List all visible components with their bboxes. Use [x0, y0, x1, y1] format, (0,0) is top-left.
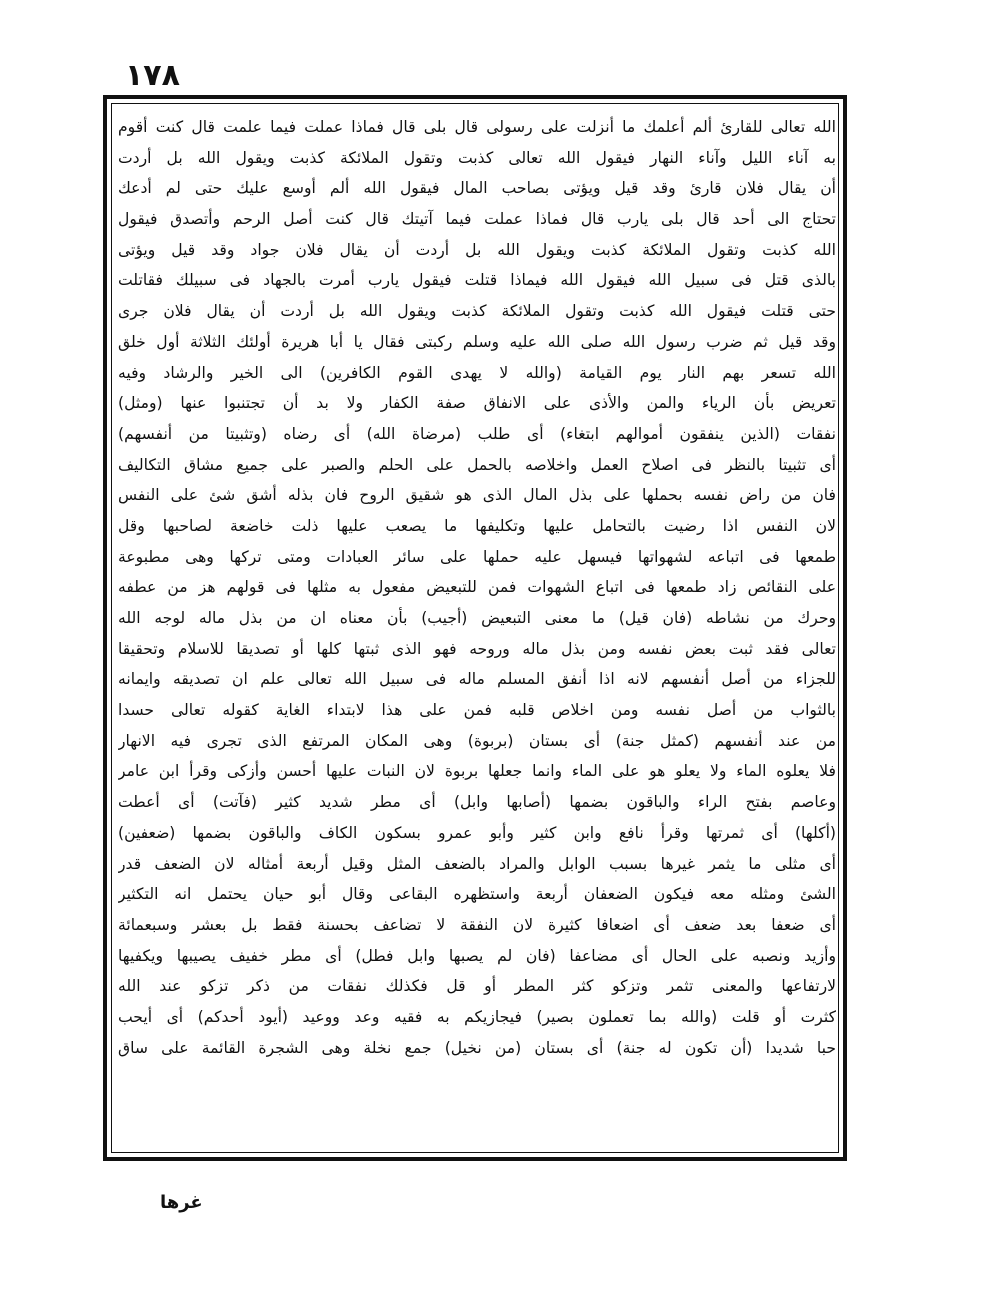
text-line: الله تعالى للقارئ ألم أعلمك ما أنزلت على رسولى قال بلى قال فماذا عملت فيما علمت قال كنت أقوم — [118, 118, 836, 136]
text-line: وقد قيل ثم ضرب رسول الله صلى الله عليه وسلم ركبتى فقال يا أبا هريرة أولئك الثلاثة أول خلق — [118, 332, 836, 351]
text-line: لارتفاعها والمعنى تثمر وتزكو كثر المطر أو قل فكذلك نفقات من ذكر تزكو عند الله — [118, 977, 836, 996]
text-line: أن يقال فلان قارئ وقد قيل ويؤتى بصاحب المال فيقول الله ألم أوسع عليك حتى لم أدعك — [118, 179, 836, 198]
text-line: تعالى فقد ثبت بعض نفسه ومن بذل ماله وروحه فهو الذى ثبتها كلها أو تصديقا للاسلام وتحقيقا — [118, 639, 836, 658]
text-line: من عند أنفسهم (كمثل جنة) أى بستان (بربوة) وهى المكان المرتفع الذى تجرى فيه الانهار — [118, 731, 836, 750]
page-number: ١٧٨ — [125, 58, 180, 93]
text-line: طمعها فى اتباعه لشهواتها فيسهل عليه حملها على سائر العبادات ومتى تركها وهى مطبوعة — [118, 547, 836, 566]
text-line: فان من راض نفسه بحملها على بذل المال الذى هو شقيق الروح فان بذله أشق شئ على النفس — [118, 486, 836, 505]
text-line: وأزيد ونصبه على الحال أى مضاعفا (فان لم يصبها وابل فطل) أى مطر خفيف يصيبها ويكفيها — [118, 946, 836, 965]
text-line: أى ضعفا بعد ضعف أى اضعافا كثيرة لان النفقة لا تضاعف بحسنة فقط بل بعشر وسبعمائة — [118, 915, 836, 934]
text-line: حتى قتلت فيقول الله كذبت وتقول الملائكة كذبت ويقول الله بل أردت أن يقال فلان جرى — [118, 302, 836, 321]
text-block — [118, 112, 836, 1152]
text-line: به آناء الليل وآناء النهار فيقول الله تعالى كذبت وتقول الملائكة كذبت ويقول الله بل أردت — [118, 148, 836, 167]
text-line: لان النفس اذا رضيت بالتحامل عليها وتكليفها ما يصعب عليها ذلت خاضعة لصاحبها وقل — [118, 516, 836, 535]
text-line: (أكلها) أى ثمرتها وقرأ نافع وابن كثير وأبو عمرو بسكون الكاف والباقون بضمها (ضعفين) — [118, 823, 836, 842]
text-line: أى تثبيتا بالنظر فى اصلاح العمل واخلاصه بالحمل على الحلم والصبر على جميع مشاق التكاليف — [118, 455, 836, 474]
text-line: بالذى قتل فى سبيل الله فيقول الله فيماذا قتلت فيقول يارب أمرت بالجهاد فى سبيلك فقاتلت — [118, 271, 836, 290]
text-line: أى مثلى ما يثمر غيرها بسبب الوابل والمراد بالضعف المثل وقيل أربعة أمثاله لان الضعف قدر — [118, 854, 836, 873]
text-line: نفقات (الذين ينفقون أموالهم ابتغاء) أى طلب (مرضاة الله) أى رضاه (وتثبيتا من أنفسهم) — [118, 424, 836, 443]
text-line: فلا يعلوه الماء ولا يعلو هو على الماء وانما جعلها بربوة لان النبات عليها أحسن وأزكى وقرأ ابن عامر — [118, 762, 836, 781]
text-line: الشئ ومثله معه فيكون الضعفان أربعة واستظهره البقاعى وقال أبو حيان يحتمل انه التكثير — [118, 885, 836, 904]
text-line: للجزاء من أصل أنفسهم لانه اذا أنفق المسلم ماله فى سبيل الله تعالى علم ان تصديقه وايمانه — [118, 670, 836, 689]
text-line: بالثواب من أصل نفسه ومن اخلاص قلبه فمن على هذا لابتداء الغاية كقوله تعالى حسدا — [118, 701, 836, 720]
text-line: تحتاج الى أحد قال بلى يارب قال فماذا عملت فيما آتيتك قال كنت أصل الرحم وأتصدق فيقول — [118, 210, 836, 229]
text-line: وعاصم بفتح الراء والباقون بضمها (أصابها وابل) أى مطر شديد كثير (فآتت) أى أعطت — [118, 793, 836, 812]
text-line: الله كذبت وتقول الملائكة كذبت ويقول الله بل أردت أن يقال فلان جواد وقد قيل ويؤتى — [118, 240, 836, 259]
text-line: كثرت أو قلت (والله بما تعملون بصير) فيجازيكم به فقيه وعد ووعيد (أيود أحدكم) أى أيحب — [118, 1007, 836, 1026]
text-line: حبا شديدا (أن تكون له جنة) أى بستان (من نخيل) جمع نخلة وهى الشجرة القائمة على ساق — [118, 1038, 836, 1057]
catchword: غرها — [160, 1192, 203, 1213]
text-line: الله تسعر بهم النار يوم القيامة (والله لا يهدى القوم الكافرين) الى الخير والرشاد وفيه — [118, 363, 836, 382]
text-line: على النقائص زاد طمعها فى اتباع الشهوات فمن للتبعيض مفعول به مثلها فى قولهم هز من عطفه — [118, 578, 836, 597]
text-line: تعريض بأن الرياء والمن والأذى على الانفاق صفة الكفار ولا بد أن تجتنبوا عنها (ومثل) — [118, 394, 836, 413]
text-line: وحرك من نشاطه (فان قيل) ما معنى التبعيض (أجيب) بأن معناه ان من بذل ماله لوجه الله — [118, 609, 836, 627]
